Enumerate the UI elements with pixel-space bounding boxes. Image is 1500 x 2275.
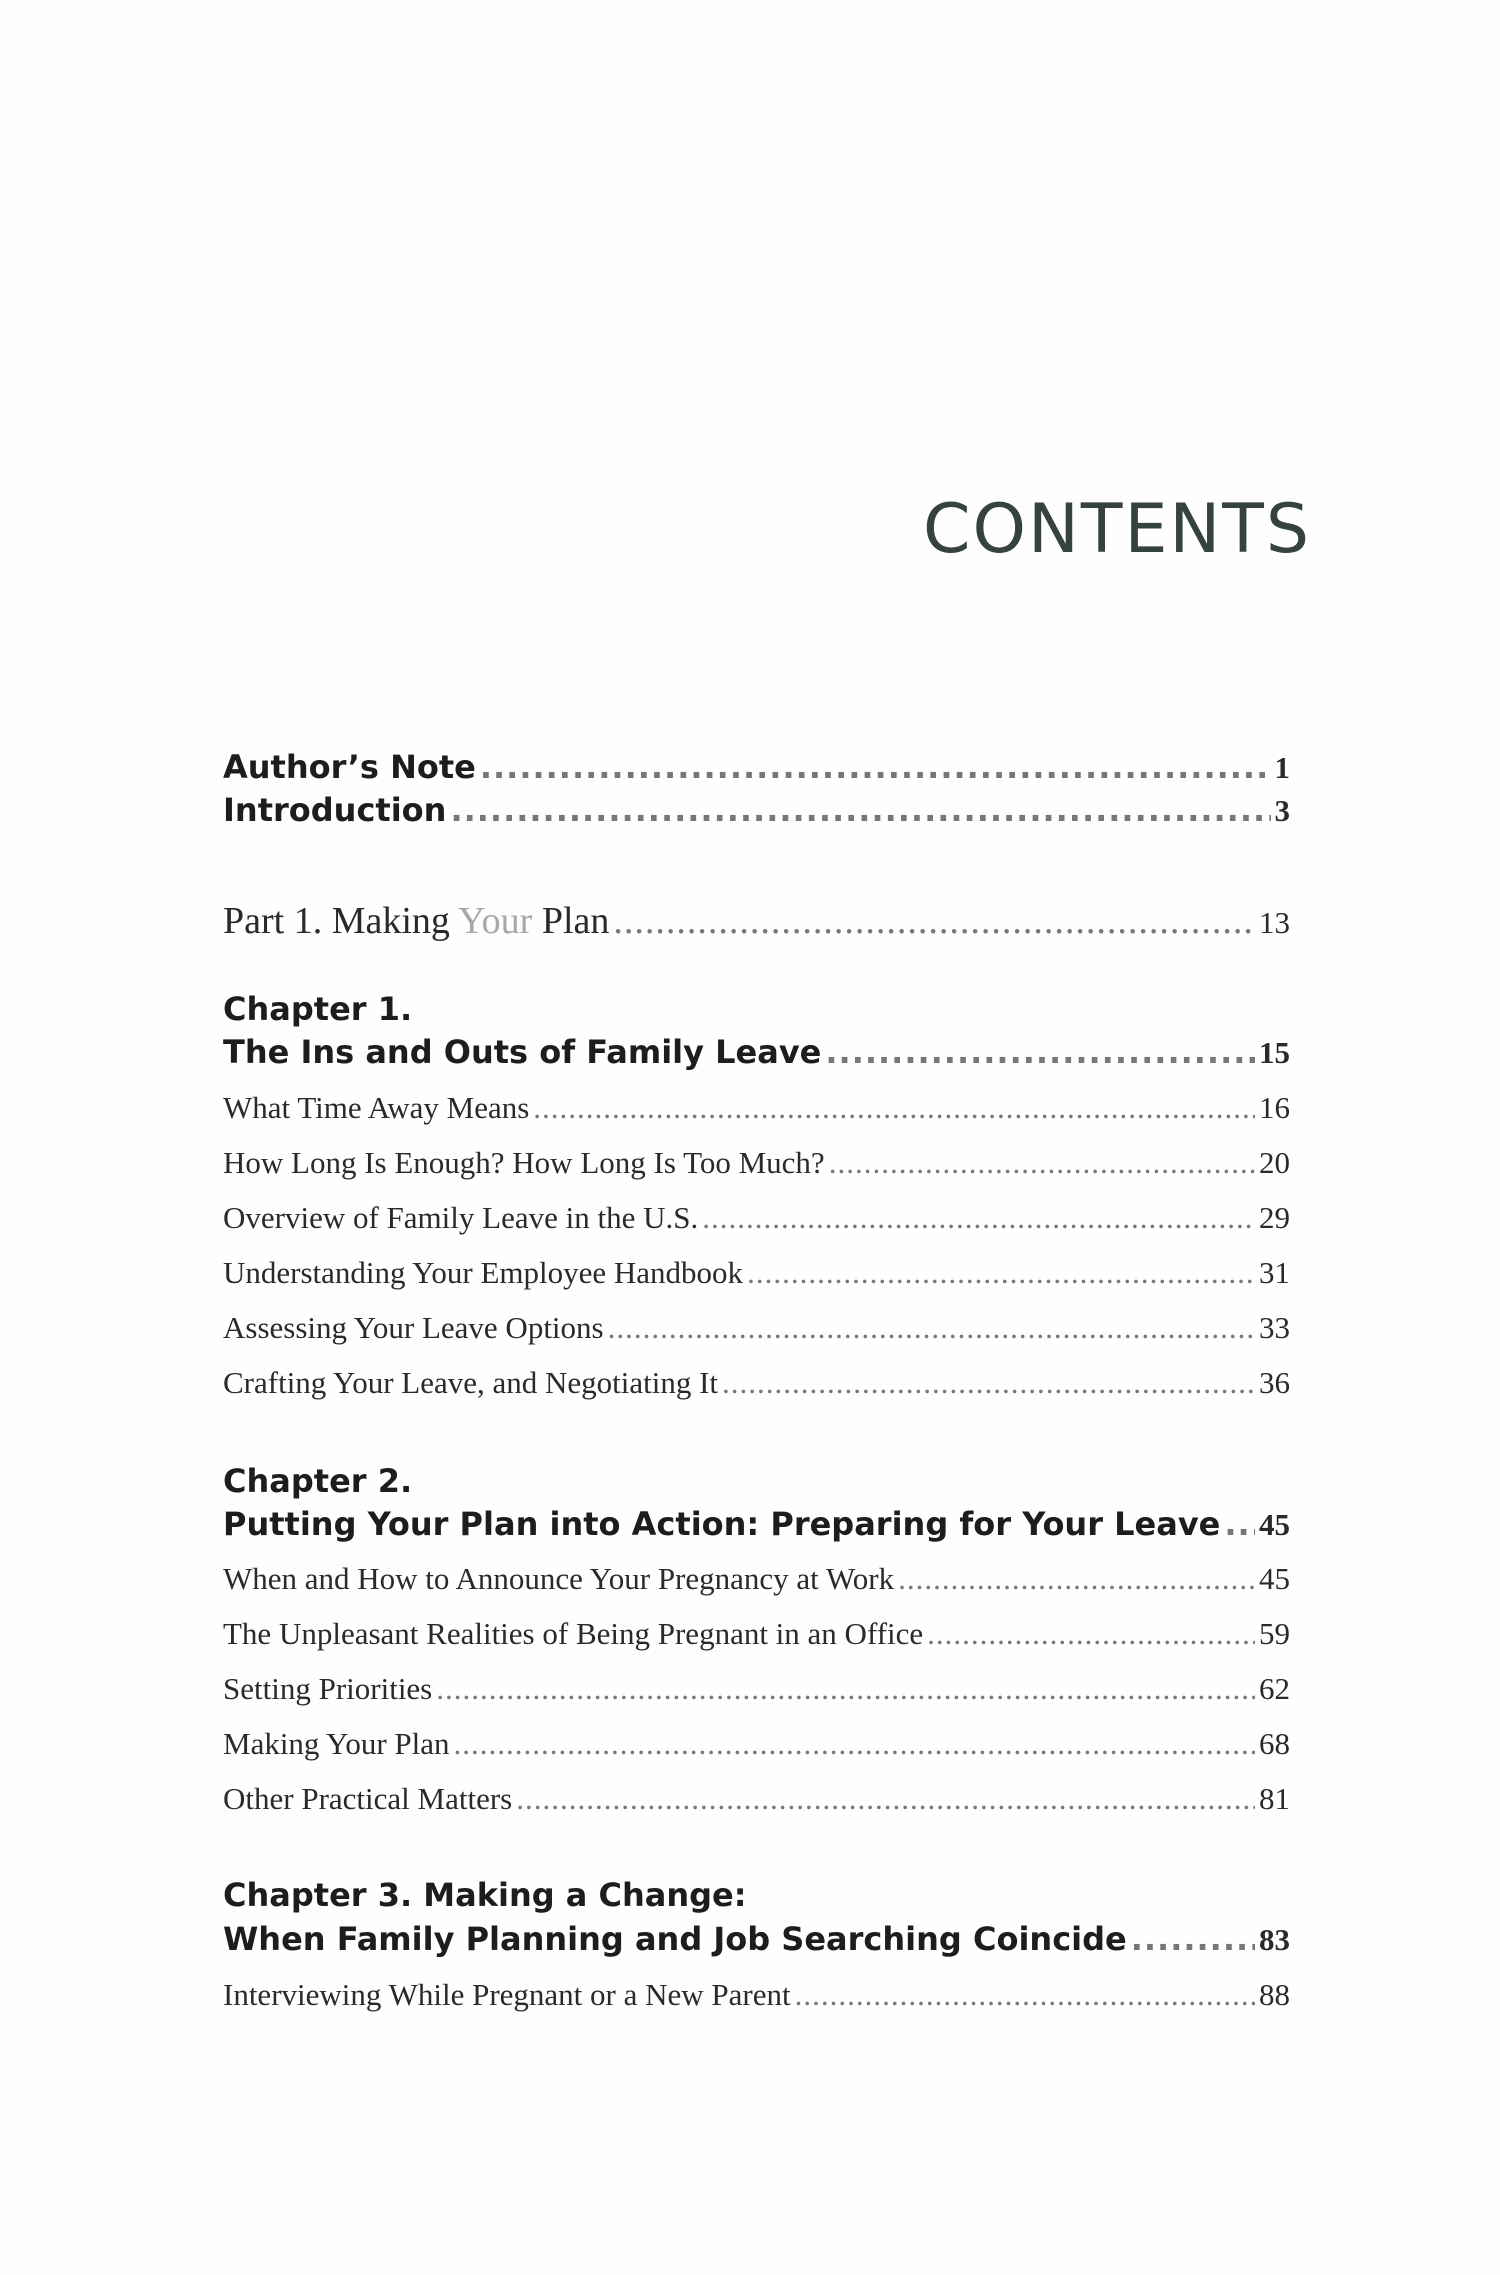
part-label-suffix: Plan — [532, 900, 610, 942]
dot-leader — [1224, 1505, 1255, 1543]
part-label-faded: Your — [458, 900, 533, 942]
toc-entry-page: 81 — [1259, 1781, 1290, 1816]
toc-entry-section[interactable] — [223, 1616, 1290, 1652]
toc-entry-page: 36 — [1259, 1365, 1290, 1400]
toc-entry-section[interactable] — [223, 1781, 1290, 1817]
toc-entry-section[interactable] — [223, 1726, 1290, 1762]
toc-entry-page: 68 — [1259, 1726, 1290, 1761]
toc-entry-section[interactable] — [223, 1200, 1290, 1236]
page-title: CONTENTS — [923, 490, 1311, 569]
dot-leader — [829, 1145, 1255, 1181]
toc-entry-page: 16 — [1259, 1090, 1290, 1125]
toc-entry-page: 31 — [1259, 1255, 1290, 1290]
toc-entry-page: 59 — [1259, 1616, 1290, 1651]
part-label-prefix: Part 1. Making — [223, 900, 459, 942]
chapter-1-number: Chapter 1. — [223, 990, 413, 1028]
dot-leader — [436, 1671, 1255, 1707]
dot-leader — [927, 1616, 1255, 1652]
toc-entry-part-1[interactable] — [223, 899, 1290, 943]
toc-entry-label: Other Practical Matters — [223, 1781, 513, 1816]
toc-entry-page: 20 — [1259, 1145, 1290, 1180]
dot-leader — [825, 1033, 1255, 1071]
toc-entry-section[interactable] — [223, 1145, 1290, 1181]
toc-entry-chapter-2[interactable] — [223, 1505, 1290, 1543]
dot-leader — [533, 1090, 1255, 1126]
dot-leader — [747, 1255, 1255, 1291]
toc-entry-chapter-3[interactable] — [223, 1920, 1290, 1958]
toc-entry-label: When Family Planning and Job Searching Coincide — [223, 1920, 1127, 1958]
toc-entry-label: How Long Is Enough? How Long Is Too Much? — [223, 1145, 825, 1180]
toc-entry-page: 88 — [1259, 1977, 1290, 2012]
toc-entry-page: 83 — [1259, 1922, 1290, 1957]
toc-entry-label: Understanding Your Employee Handbook — [223, 1255, 744, 1290]
dot-leader — [516, 1781, 1255, 1817]
toc-entry-section[interactable] — [223, 1255, 1290, 1291]
toc-entry-label: Crafting Your Leave, and Negotiating It — [223, 1365, 719, 1400]
toc-entry-page: 15 — [1259, 1035, 1290, 1070]
dot-leader — [480, 748, 1271, 786]
toc-entry-label: Author’s Note — [223, 748, 476, 786]
dot-leader — [608, 1310, 1255, 1346]
toc-entry-page: 45 — [1259, 1507, 1290, 1542]
toc-entry-label: The Ins and Outs of Family Leave — [223, 1033, 822, 1071]
chapter-2-number: Chapter 2. — [223, 1462, 413, 1500]
toc-entry-section[interactable] — [223, 1977, 1290, 2013]
dot-leader — [702, 1200, 1255, 1236]
toc-entry-section[interactable] — [223, 1090, 1290, 1126]
toc-entry-label: Setting Priorities — [223, 1671, 433, 1706]
toc-entry-label: The Unpleasant Realities of Being Pregnant in an Office — [223, 1616, 924, 1651]
toc-entry-authors-note[interactable] — [223, 748, 1290, 786]
toc-entry-label: Introduction — [223, 791, 447, 829]
toc-entry-label: Interviewing While Pregnant or a New Parent — [223, 1977, 791, 2012]
dot-leader — [898, 1561, 1255, 1597]
toc-entry-label: Overview of Family Leave in the U.S. — [223, 1200, 699, 1235]
toc-entry-section[interactable] — [223, 1365, 1290, 1401]
toc-entry-label: Assessing Your Leave Options — [223, 1310, 604, 1345]
dot-leader — [722, 1365, 1255, 1401]
toc-entry-page: 45 — [1259, 1561, 1290, 1596]
toc-entry-section[interactable] — [223, 1310, 1290, 1346]
toc-entry-page: 13 — [1259, 905, 1290, 940]
dot-leader — [795, 1977, 1255, 2013]
toc-entry-chapter-1[interactable] — [223, 1033, 1290, 1071]
toc-entry-label: Putting Your Plan into Action: Preparing for Your Leave — [223, 1505, 1221, 1543]
toc-entry-section[interactable] — [223, 1561, 1290, 1597]
toc-entry-label: What Time Away Means — [223, 1090, 530, 1125]
dot-leader — [450, 791, 1270, 829]
dot-leader — [1131, 1920, 1255, 1958]
toc-entry-page: 33 — [1259, 1310, 1290, 1345]
toc-entry-page: 1 — [1274, 750, 1290, 785]
part-label — [223, 899, 609, 943]
toc-entry-label: Making Your Plan — [223, 1726, 450, 1761]
toc-entry-section[interactable] — [223, 1671, 1290, 1707]
dot-leader — [613, 899, 1255, 943]
toc-entry-page: 3 — [1274, 793, 1290, 828]
toc-entry-page: 29 — [1259, 1200, 1290, 1235]
toc-entry-page: 62 — [1259, 1671, 1290, 1706]
dot-leader — [454, 1726, 1255, 1762]
chapter-3-number: Chapter 3. Making a Change: — [223, 1876, 747, 1914]
toc-entry-introduction[interactable] — [223, 791, 1290, 829]
toc-entry-label: When and How to Announce Your Pregnancy at Work — [223, 1561, 895, 1596]
